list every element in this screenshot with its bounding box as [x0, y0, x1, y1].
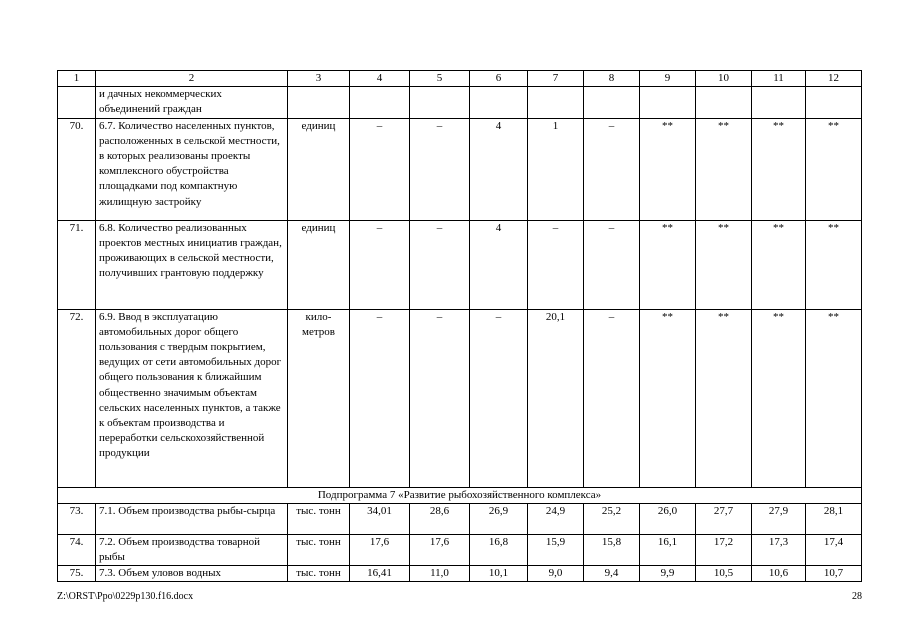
header-cell: 7 — [528, 71, 584, 87]
indicator-name: 7.3. Объем уловов водных — [96, 566, 288, 582]
value-cell — [350, 87, 410, 118]
value-cell: 10,5 — [696, 566, 752, 582]
table-row — [58, 566, 862, 582]
value-cell: ** — [806, 220, 862, 309]
header-cell: 8 — [584, 71, 640, 87]
unit-cell: тыс. тонн — [288, 534, 350, 565]
value-cell: ** — [640, 118, 696, 220]
value-cell: 26,9 — [470, 503, 528, 534]
value-cell: ** — [696, 220, 752, 309]
value-cell: 17,4 — [806, 534, 862, 565]
value-cell: ** — [752, 118, 806, 220]
unit-cell: тыс. тонн — [288, 503, 350, 534]
indicator-name: 6.7. Количество населенных пунктов, расположенных в сельской местности, в которых реализованы проекты комплексного обустройства площадками под компактную жилищную застройку — [96, 118, 288, 220]
indicator-name: 6.9. Ввод в эксплуатацию автомобильных дорог общего пользования с твердым покрытием, ведущих от сети автомобильных дорог общего пользования к ближайшим общественно значимым объектам сельских населенных пунктов, а также к объектам производства и переработки сельскохозяйственной продукции — [96, 309, 288, 487]
value-cell: ** — [696, 309, 752, 487]
value-cell: 17,6 — [410, 534, 470, 565]
header-cell: 3 — [288, 71, 350, 87]
header-cell: 10 — [696, 71, 752, 87]
value-cell: 27,7 — [696, 503, 752, 534]
header-cell: 4 — [350, 71, 410, 87]
row-number: 74. — [58, 534, 96, 565]
value-cell: ** — [640, 220, 696, 309]
value-cell: 15,8 — [584, 534, 640, 565]
table-row — [58, 534, 862, 565]
value-cell: 15,9 — [528, 534, 584, 565]
header-cell: 1 — [58, 71, 96, 87]
value-cell: 17,2 — [696, 534, 752, 565]
row-number: 70. — [58, 118, 96, 220]
unit-cell: единиц — [288, 118, 350, 220]
value-cell — [696, 87, 752, 118]
table-row — [58, 503, 862, 534]
section-row — [58, 487, 862, 503]
value-cell: – — [584, 309, 640, 487]
value-cell: – — [410, 309, 470, 487]
unit-cell: кило- метров — [288, 309, 350, 487]
value-cell: 16,41 — [350, 566, 410, 582]
table-row — [58, 309, 862, 487]
row-number — [58, 87, 96, 118]
unit-cell: единиц — [288, 220, 350, 309]
header-cell: 2 — [96, 71, 288, 87]
value-cell: – — [528, 220, 584, 309]
value-cell: – — [410, 220, 470, 309]
value-cell: ** — [752, 309, 806, 487]
footer-page-number: 28 — [852, 591, 862, 602]
value-cell: – — [350, 118, 410, 220]
value-cell: 9,9 — [640, 566, 696, 582]
row-number: 71. — [58, 220, 96, 309]
header-row — [58, 71, 862, 87]
value-cell: ** — [696, 118, 752, 220]
value-cell: 17,6 — [350, 534, 410, 565]
value-cell: 10,1 — [470, 566, 528, 582]
value-cell: 10,6 — [752, 566, 806, 582]
value-cell — [640, 87, 696, 118]
section-title: Подпрограмма 7 «Развитие рыбохозяйственного комплекса» — [58, 487, 862, 503]
value-cell: ** — [806, 118, 862, 220]
value-cell: 9,4 — [584, 566, 640, 582]
indicator-name: и дачных некоммерческих объединений граждан — [96, 87, 288, 118]
value-cell: 16,8 — [470, 534, 528, 565]
value-cell: 16,1 — [640, 534, 696, 565]
value-cell: – — [350, 220, 410, 309]
value-cell: 26,0 — [640, 503, 696, 534]
row-number: 75. — [58, 566, 96, 582]
footer-file-path: Z:\ORST\Ppo\0229p130.f16.docx — [57, 591, 194, 602]
table-row — [58, 220, 862, 309]
value-cell: 25,2 — [584, 503, 640, 534]
header-cell: 11 — [752, 71, 806, 87]
header-cell: 5 — [410, 71, 470, 87]
value-cell: ** — [752, 220, 806, 309]
value-cell: 34,01 — [350, 503, 410, 534]
value-cell — [528, 87, 584, 118]
table-row — [58, 87, 862, 118]
value-cell: – — [584, 118, 640, 220]
value-cell — [410, 87, 470, 118]
value-cell: 4 — [470, 220, 528, 309]
row-number: 73. — [58, 503, 96, 534]
value-cell: – — [410, 118, 470, 220]
indicators-table — [57, 70, 862, 582]
value-cell: – — [350, 309, 410, 487]
value-cell — [806, 87, 862, 118]
unit-cell: тыс. тонн — [288, 566, 350, 582]
row-number: 72. — [58, 309, 96, 487]
indicator-name: 7.1. Объем производства рыбы-сырца — [96, 503, 288, 534]
value-cell: 11,0 — [410, 566, 470, 582]
indicator-name: 7.2. Объем производства товарной рыбы — [96, 534, 288, 565]
unit-cell — [288, 87, 350, 118]
value-cell — [470, 87, 528, 118]
value-cell: 24,9 — [528, 503, 584, 534]
header-cell: 6 — [470, 71, 528, 87]
value-cell — [584, 87, 640, 118]
value-cell: 4 — [470, 118, 528, 220]
table-row — [58, 118, 862, 220]
value-cell: ** — [640, 309, 696, 487]
value-cell: 28,6 — [410, 503, 470, 534]
value-cell: 9,0 — [528, 566, 584, 582]
value-cell: ** — [806, 309, 862, 487]
value-cell: 1 — [528, 118, 584, 220]
value-cell: 28,1 — [806, 503, 862, 534]
value-cell — [752, 87, 806, 118]
value-cell: – — [470, 309, 528, 487]
header-cell: 9 — [640, 71, 696, 87]
value-cell: 20,1 — [528, 309, 584, 487]
indicator-name: 6.8. Количество реализованных проектов местных инициатив граждан, проживающих в сельской местности, получивших грантовую поддержку — [96, 220, 288, 309]
header-cell: 12 — [806, 71, 862, 87]
value-cell: 27,9 — [752, 503, 806, 534]
value-cell: 17,3 — [752, 534, 806, 565]
value-cell: 10,7 — [806, 566, 862, 582]
value-cell: – — [584, 220, 640, 309]
